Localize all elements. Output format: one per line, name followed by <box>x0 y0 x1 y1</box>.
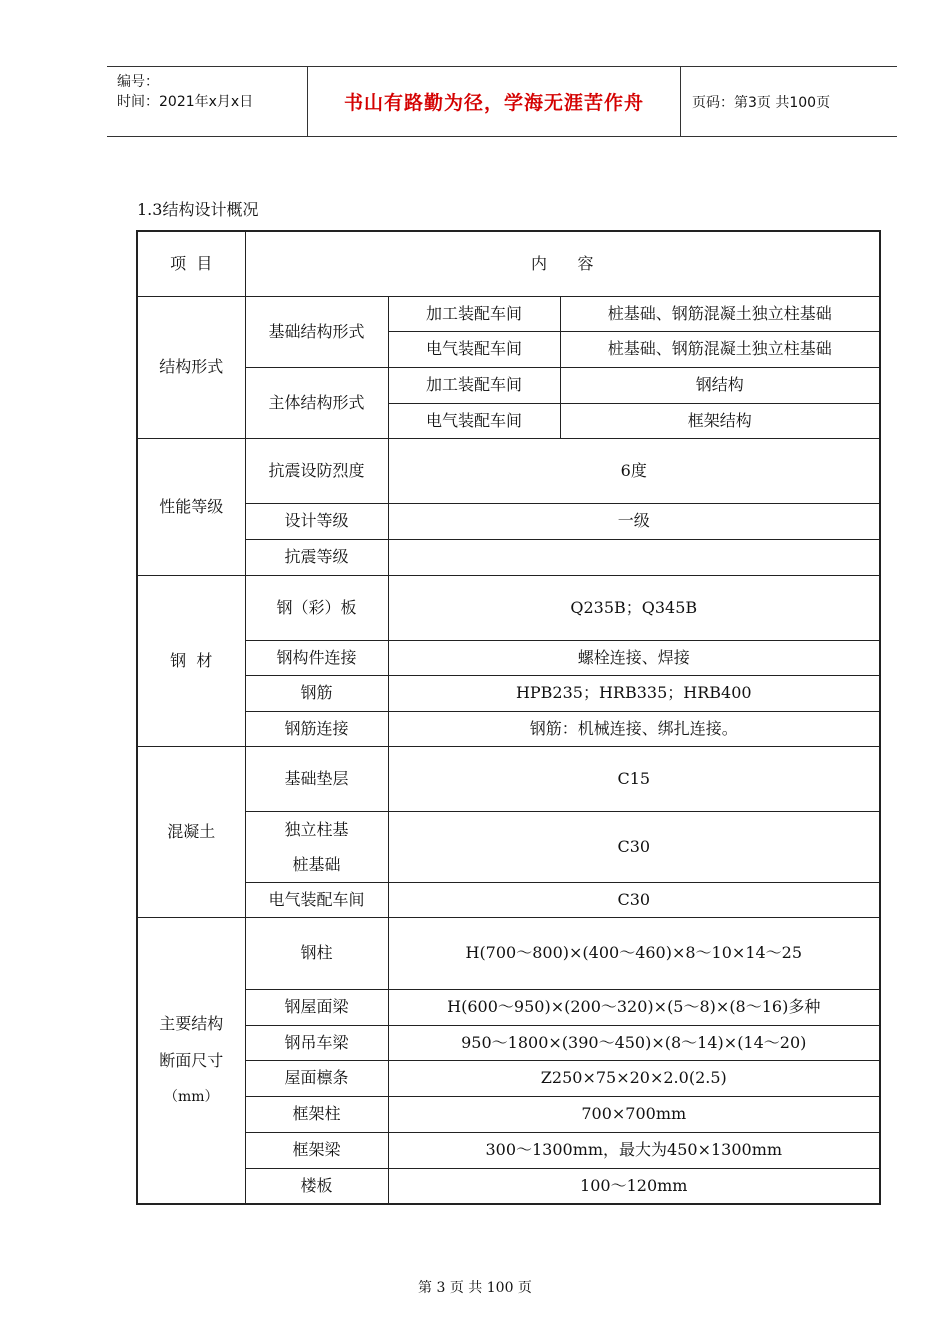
group-sections <box>137 917 245 1204</box>
sub-label: 电气装配车间 <box>388 331 560 367</box>
table-row <box>137 1060 880 1096</box>
sub-label: 加工装配车间 <box>388 367 560 403</box>
group-performance: 性能等级 <box>137 438 245 575</box>
value-cell: H(600～950)×(200～320)×(5～8)×(8～16)多种 <box>388 989 880 1025</box>
time-label: 时间：2021年x月x日 <box>117 94 254 110</box>
row-label: 钢屋面梁 <box>245 989 388 1025</box>
value-cell: 300～1300mm，最大为450×1300mm <box>388 1132 880 1168</box>
section-title: 1.3结构设计概况 <box>137 200 259 219</box>
row-label: 抗震等级 <box>245 539 388 575</box>
value-cell: H(700～800)×(400～460)×8～10×14～25 <box>388 917 880 989</box>
table-row <box>137 503 880 539</box>
row-label: 钢筋连接 <box>245 711 388 746</box>
value-cell: C30 <box>388 811 880 882</box>
table-row <box>137 882 880 917</box>
table-row <box>137 539 880 575</box>
row-label: 抗震设防烈度 <box>245 438 388 503</box>
group-line: （mm） <box>163 1088 219 1105</box>
sub-label: 加工装配车间 <box>388 296 560 331</box>
table-row <box>137 917 880 989</box>
header-page-info: 页码：第3页 共100页 <box>692 94 831 111</box>
value-cell: C15 <box>388 746 880 811</box>
table-row <box>137 1168 880 1204</box>
value-cell: 螺栓连接、焊接 <box>388 640 880 675</box>
group-line: 主要结构 <box>159 1013 224 1033</box>
table-row <box>137 811 880 882</box>
value-cell: 桩基础、钢筋混凝土独立柱基础 <box>560 296 880 331</box>
table-row <box>137 675 880 711</box>
group-structure: 结构形式 <box>137 296 245 438</box>
row-label: 钢吊车梁 <box>245 1025 388 1060</box>
table-row <box>137 1096 880 1132</box>
value-cell: 一级 <box>388 503 880 539</box>
header-meta <box>107 67 308 136</box>
row-label: 钢柱 <box>245 917 388 989</box>
main-structure-label: 主体结构形式 <box>245 367 388 438</box>
row-label-line: 独立柱基 <box>284 819 349 839</box>
value-cell: Z250×75×20×2.0(2.5) <box>388 1060 880 1096</box>
row-label: 钢构件连接 <box>245 640 388 675</box>
group-concrete: 混凝土 <box>137 746 245 917</box>
row-label-multiline <box>245 811 388 882</box>
table-row <box>137 1132 880 1168</box>
value-cell: 6度 <box>388 438 880 503</box>
row-label: 屋面檩条 <box>245 1060 388 1096</box>
value-cell: 桩基础、钢筋混凝土独立柱基础 <box>560 331 880 367</box>
foundation-label: 基础结构形式 <box>245 296 388 367</box>
value-cell: 框架结构 <box>560 403 880 438</box>
value-cell: 钢结构 <box>560 367 880 403</box>
row-label: 基础垫层 <box>245 746 388 811</box>
value-cell: 700×700mm <box>388 1096 880 1132</box>
page-footer: 第 3 页 共 100 页 <box>418 1280 532 1296</box>
table-row <box>137 438 880 503</box>
row-label: 楼板 <box>245 1168 388 1204</box>
sub-label: 电气装配车间 <box>388 403 560 438</box>
row-label: 电气装配车间 <box>245 882 388 917</box>
value-cell: HPB235；HRB335；HRB400 <box>388 675 880 711</box>
header-motto: 书山有路勤为径，学海无涯苦作舟 <box>308 67 681 136</box>
table-row <box>137 367 880 403</box>
row-label: 设计等级 <box>245 503 388 539</box>
table-row <box>137 989 880 1025</box>
table-row <box>137 711 880 746</box>
row-label: 钢（彩）板 <box>245 575 388 640</box>
row-label: 框架梁 <box>245 1132 388 1168</box>
value-cell: Q235B；Q345B <box>388 575 880 640</box>
table-row <box>137 640 880 675</box>
row-label: 框架柱 <box>245 1096 388 1132</box>
value-cell: C30 <box>388 882 880 917</box>
group-line: 断面尺寸 <box>159 1050 224 1070</box>
group-steel: 钢 材 <box>137 575 245 746</box>
header-content: 内 容 <box>245 231 880 296</box>
value-cell: 钢筋：机械连接、绑扎连接。 <box>388 711 880 746</box>
value-cell: 100～120mm <box>388 1168 880 1204</box>
table-row <box>137 746 880 811</box>
structure-design-table <box>136 230 881 1205</box>
table-header-row <box>137 231 880 296</box>
table-row <box>137 296 880 331</box>
value-cell <box>388 539 880 575</box>
value-cell: 950～1800×(390～450)×(8～14)×(14～20) <box>388 1025 880 1060</box>
row-label-line: 桩基础 <box>292 854 341 874</box>
header-item: 项 目 <box>137 231 245 296</box>
table-row <box>137 575 880 640</box>
page-header <box>107 66 897 137</box>
table-row <box>137 1025 880 1060</box>
number-label: 编号： <box>117 74 159 90</box>
row-label: 钢筋 <box>245 675 388 711</box>
